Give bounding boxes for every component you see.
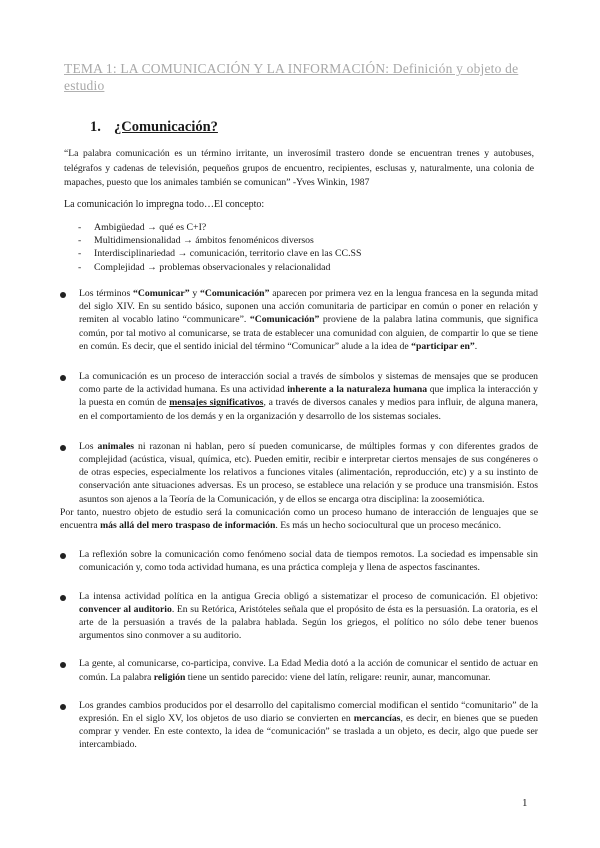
bullet-paragraph: La intensa actividad política en la antigua Grecia obligó a sistematizar el proceso de comunicación. El objetivo: convencer al auditorio. En su Retórica, Aristóteles señala que el propósito de ésta es la persuasión. La oratoria, es el arte de la persuasión a través de la palabra hablada. Según los griegos, el político no sólo debe tener buenos argumentos sino conmover a su auditorio. (60, 590, 538, 643)
opening-quote: “La palabra comunicación es un término irritante, un inverosímil trastero donde se encuentran trenes y autobuses, telégrafos y cadenas de televisión, pequeños grupos de encuentro, recipientes, esclusas y, naturalmente, una colonia de mapaches, puesto que los animales también se comunican” -Yves Winkin, 1987 (64, 148, 534, 188)
bullet-paragraph: Los grandes cambios producidos por el desarrollo del capitalismo comercial modifican el sentido “comunitario” de la expresión. En el siglo XV, los objetos de uso diario se convierten en mercancías, es decir, en bienes que se pueden comprar y vender. En este contexto, la idea de “comunicación” se traslada a un objeto, es decir, algo que puede ser intercambiado. (60, 699, 538, 752)
section-title: ¿Comunicación? (114, 119, 218, 135)
page-number: 1 (522, 797, 528, 809)
section-number: 1. (90, 119, 101, 135)
bullet-dot-icon (60, 595, 66, 601)
bullet-dot-icon (60, 704, 66, 710)
concept-list (78, 221, 361, 274)
concept-list-item: - Interdisciplinariedad → comunicación, territorio clave en las CC.SS (78, 248, 362, 260)
bullet-paragraph: Los animales ni razonan ni hablan, pero sí pueden comunicarse, de múltiples formas y con diferentes grados de complejidad (acústica, visual, química, etc). Pueden emitir, recibir e interpretar ciertos mensajes de sus congéneres o de otras especies, especialmente los relativos a funciones vitales (alimentación, reproducción, etc) y a su instinto de conservación ante situaciones adversas. Es un proceso, se establece una relación y se produce una transmisión. Estos asuntos son ajenos a la Teoría de la Comunicación, y de ellos se encarga otra disciplina: la zoosemiótica. Por tanto, nuestro objeto de estudio será la comunicación como un proceso humano de interacción de lenguajes que se encuentra más allá del mero traspaso de información. Es más un hecho sociocultural que un proceso mecánico. (60, 440, 539, 532)
concept-list-item: - Ambigüedad → qué es C+I? (78, 222, 207, 233)
bullet-dot-icon (60, 662, 66, 668)
bullet-dot-icon (60, 553, 66, 559)
bullet-dot-icon (60, 445, 66, 451)
bullet-paragraph: La reflexión sobre la comunicación como fenómeno social data de tiempos remotos. La sociedad es impensable sin comunicación y, como toda actividad humana, es una práctica compleja y llena de aspectos fascinantes. (60, 548, 538, 574)
bullet-dot-icon (60, 292, 66, 298)
document-title: TEMA 1: LA COMUNICACIÓN Y LA INFORMACIÓN: Definición y objeto de estudio (64, 61, 519, 93)
intro-text: La comunicación lo impregna todo…El concepto: (64, 199, 265, 210)
bullet-paragraph: La gente, al comunicarse, co-participa, convive. La Edad Media dotó a la acción de comunicar el sentido de actuar en común. La palabra religión tiene un sentido parecido: viene del latín, religare: reunir, aunar, mancomunar. (60, 657, 538, 683)
concept-list-item: - Multidimensionalidad → ámbitos fenoménicos diversos (78, 235, 314, 247)
bullet-list (60, 287, 538, 752)
bullet-dot-icon (60, 375, 66, 381)
section-heading (90, 119, 218, 136)
bullet-paragraph: La comunicación es un proceso de interacción social a través de símbolos y sistemas de mensajes que se producen como parte de la actividad humana. Es una actividad inherente a la naturaleza humana que implica la interacción y la puesta en común de mensajes significativos, a través de diversos canales y medios para influir, de alguna manera, en el comportamiento de los demás y en la organización y desarrollo de los sistemas sociales. (60, 370, 538, 423)
bullet-paragraph: Los términos “Comunicar” y “Comunicación” aparecen por primera vez en la lengua francesa en la segunda mitad del siglo XIV. En su sentido básico, suponen una acción comunitaria de participar en común o poner en relación y remiten al vocablo latino “communicare”. “Comunicación” proviene de la palabra latina communis, que significa común, por tal motivo al comunicarse, se trata de establecer una comunidad con alguien, de compartir lo que se tiene en común. Es decir, que el sentido inicial del término “Comunicar” alude a la idea de “participar en”. (60, 287, 538, 353)
concept-list-item: - Complejidad → problemas observacionales y relacionalidad (78, 261, 331, 273)
